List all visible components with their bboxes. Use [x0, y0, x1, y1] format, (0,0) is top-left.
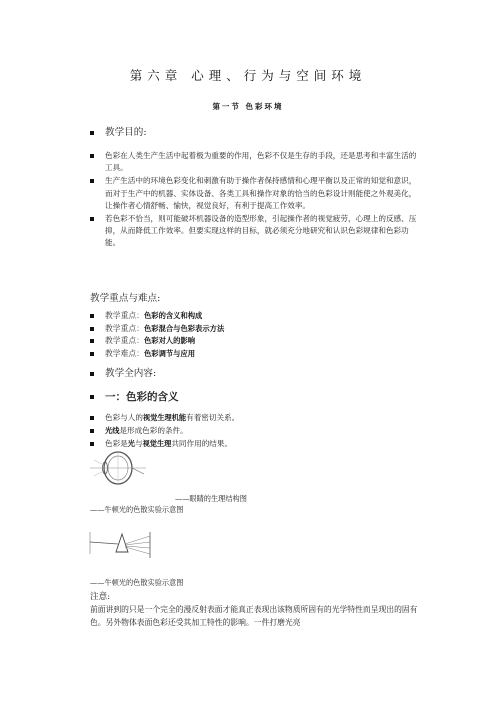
bullet-icon: [90, 442, 94, 446]
bullet-icon: [90, 339, 94, 343]
bullet-icon: [90, 352, 94, 356]
eye-figure-caption: ——眼睛的生理结构图: [175, 494, 247, 503]
key-points-heading: 教学重点与难点:: [90, 293, 161, 304]
fact-item: 色彩是光与视觉生理共同作用的结果。: [0, 438, 496, 450]
objectives-heading-list: [0, 126, 496, 139]
bullet-icon: [90, 395, 94, 399]
chapter-title: 第六章 心理、行为与空间环境: [129, 68, 367, 83]
newton-figure-caption-bottom: ——牛顿光的色散实验示意图: [90, 578, 184, 587]
key-points-list: [0, 310, 496, 360]
objectives-heading: 教学目的:: [0, 126, 496, 139]
bullet-icon: [90, 179, 94, 183]
content-heading-list: [0, 367, 496, 380]
bullet-icon: [90, 327, 94, 331]
bullet-icon: [90, 217, 94, 221]
key-point-item: 教学重点：色彩混合与色彩表示方法: [0, 323, 496, 336]
part-one-list: [0, 390, 496, 404]
note-paragraph: 前面讲到的只是一个完全的漫反射表面才能真正表现出该物质所固有的光学特性而呈现出的固有色。另外物体表面色彩还受其加工特性的影响。一件打磨光亮: [90, 605, 418, 627]
objective-item: 色彩在人类生产生活中起着极为重要的作用，色彩不仅是生存的手段，还是思考和丰富生活的工具。: [0, 150, 496, 174]
facts-list: [0, 412, 496, 452]
objective-item: 若色彩不恰当，则可能破坏机器设备的造型形象，引起操作者的视觉疲劳，心理上的反感、压抑，从而降低工作效率。但要实现这样的目标，就必须充分地研究和认识色彩规律和色彩功能。: [0, 213, 496, 250]
section-title: 第一节 色彩环境: [212, 102, 284, 111]
newton-prism-figure: [88, 524, 154, 564]
eye-structure-figure: [88, 448, 150, 488]
bullet-icon: [90, 429, 94, 433]
part-one-heading: 一：色彩的含义: [0, 390, 496, 404]
key-point-item: 教学难点：色彩调节与应用: [0, 348, 496, 361]
key-point-item: 教学重点：色彩对人的影响: [0, 335, 496, 348]
objectives-list: [0, 150, 496, 251]
newton-figure-caption-top: ——牛顿光的色散实验示意图: [90, 505, 184, 514]
note-heading: 注意:: [90, 592, 111, 602]
fact-item: 色彩与人的视觉生理机能有着密切关系。: [0, 412, 496, 424]
content-heading: 教学全内容:: [0, 367, 496, 380]
bullet-icon: [90, 416, 94, 420]
bullet-icon: [90, 131, 94, 135]
fact-item: 光线是形成色彩的条件。: [0, 425, 496, 437]
bullet-icon: [90, 314, 94, 318]
objective-item: 生产生活中的环境色彩变化和刺激有助于操作者保持感情和心理平衡以及正常的知觉和意识，而对于生产中的机器、实体设备、各类工具和操作对象的恰当的色彩设计则能使之外观美化，让操作者心情舒畅、愉快，视觉良好，有利于提高工作效率。: [0, 175, 496, 212]
bullet-icon: [90, 154, 94, 158]
bullet-icon: [90, 372, 94, 376]
key-point-item: 教学重点：色彩的含义和构成: [0, 310, 496, 323]
